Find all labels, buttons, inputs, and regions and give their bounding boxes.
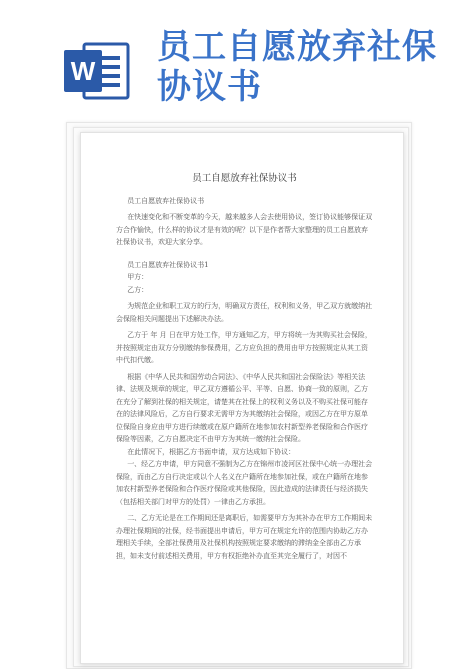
paragraph-legal-basis: 根据《中华人民共和国劳动合同法》、《中华人民共和国社会保险法》等相关法律、法规及规章的规定，甲乙双方遵循公平、平等、自愿、协商一致的原则，乙方在充分了解到社保的相关规定，请楚其在社保上的权利义务以及不购买社保可能存在的法律风险后，乙方自行要求无需甲方为其缴纳社会保险，或因乙方在甲方原单位保险自身应由甲方进行续缴或在原户籍所在地参加农村新型养老保险和合作医疗保险等因素，乙方自愿决定不由甲方为其统一缴纳社会保险。 xyxy=(116,372,368,443)
clause-one: 一、经乙方申请，甲方同意不强制为乙方在锦州市凌河区社保中心统一办理社会保险，而由乙方自行决定或以个人名义在户籍所在地参加社保，或在户籍所在地参加农村新型养老保险和合作医疗保险或其他保险，因此造成的法律责任与经济损失（包括相关部门对甲方的处罚）一律由乙方承担。 xyxy=(116,460,373,506)
party-b-line: 乙方： xyxy=(127,285,149,294)
paragraph-heading: 员工自愿放弃社保协议书1 xyxy=(127,260,209,269)
paragraph-agreement-intro: 在此情况下，根据乙方书面申请，双方达成如下协议： xyxy=(127,447,296,456)
word-document-icon xyxy=(62,38,132,104)
paragraph-intro: 在快速变化和不断变革的今天，越来越多人会去使用协议，签订协议能够保证双方合作愉快，什么样的协议才是有效的呢？以下是作者帮大家整理的员工自愿放弃社保协议书，欢迎大家分享。 xyxy=(116,213,373,246)
word-logo-letter: W xyxy=(70,56,96,86)
document-title: 员工自愿放弃社保协议书 xyxy=(192,173,297,184)
page-title-line-2: 协议书 xyxy=(157,67,262,107)
clause-two: 二、乙方无论是在工作期间还是离职后，如需要甲方为其补办在甲方工作期间未办理社保期间的社保，经书面提出申请后，甲方可在规定允许的范围内协助乙方办理相关手续，全部社保费用及社保机构按照规定要求缴纳的滞纳金全部由乙方承担，如未支付前述相关费用，甲方有权拒绝补办直至其完全履行了，对因不 xyxy=(116,514,373,560)
header-banner xyxy=(0,0,474,118)
party-a-line: 甲方： xyxy=(127,273,149,281)
document-page xyxy=(80,132,404,664)
paragraph-purpose: 为规范企业和职工双方的行为，明确双方责任，权利和义务，甲乙双方就缴纳社会保险相关问题提出下述解决办法。 xyxy=(116,302,373,323)
paragraph-employment: 乙方于 年 月 日在甲方处工作，甲方通知乙方，甲方将统一为其购买社会保险，并按照规定由双方分别缴纳参保费用，乙方应负担的费用由甲方按照规定从其工资中代扣代缴。 xyxy=(116,331,372,364)
page-title-line-1: 员工自愿放弃社保 xyxy=(157,27,437,67)
paragraph-subtitle: 员工自愿放弃社保协议书 xyxy=(127,196,205,205)
document-body xyxy=(116,173,373,562)
page-title xyxy=(157,27,457,107)
